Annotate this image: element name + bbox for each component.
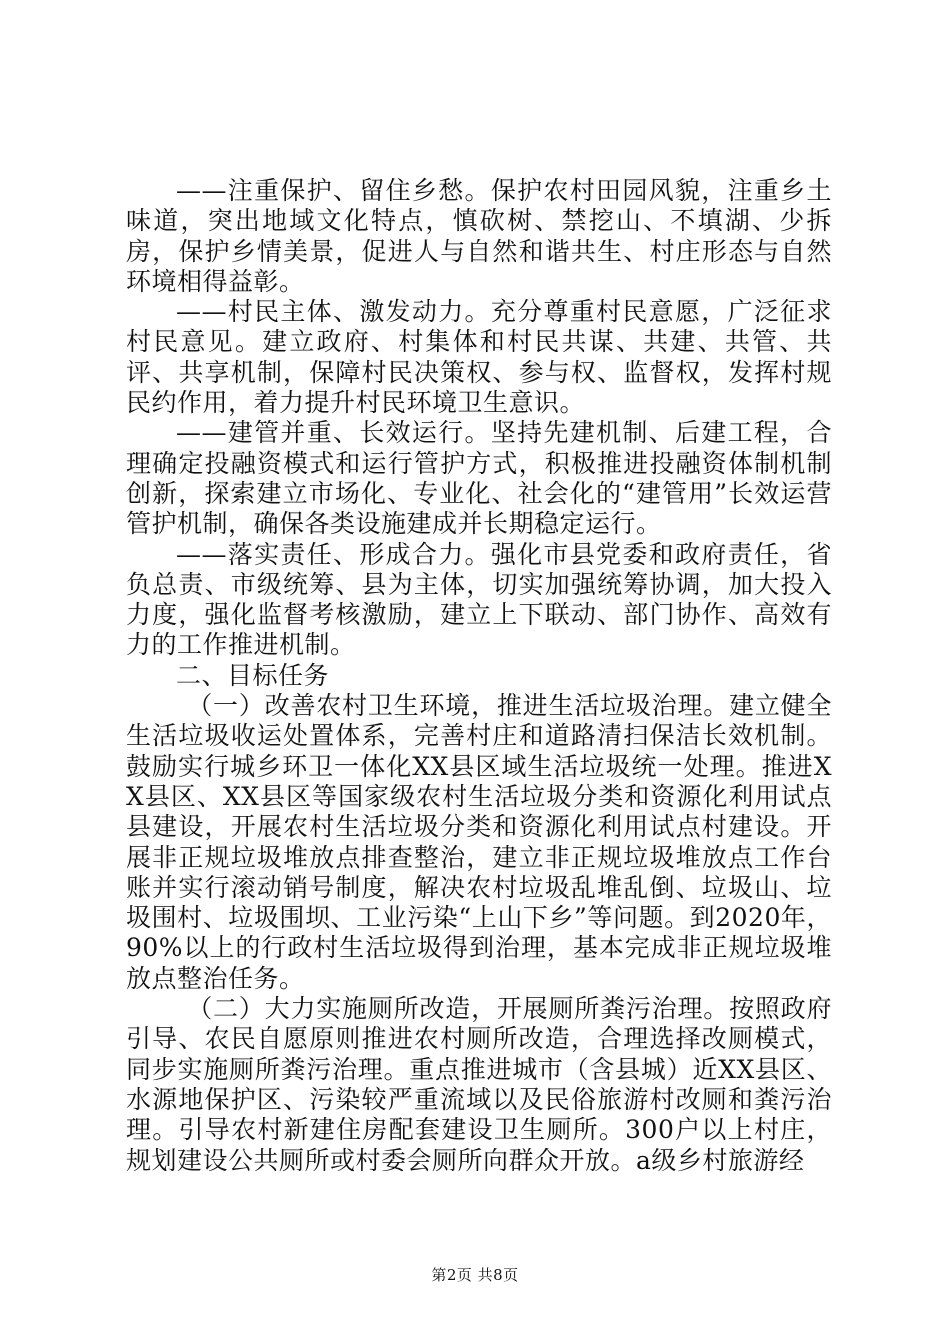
page-footer: 第2页 共8页: [431, 1266, 519, 1284]
section-heading-goals: 二、目标任务: [176, 660, 330, 690]
paragraph-protect-nostalgia: ——注重保护、留住乡愁。保护农村田园风貌，注重乡土味道，突出地域文化特点，慎砍树、禁挖山、不填湖、少拆房，保护乡情美景，促进人与自然和谐共生、村庄形态与自然环境相得益彰。: [126, 176, 832, 296]
paragraph-toilet-renovation: （二）大力实施厕所改造，开展厕所粪污治理。按照政府引导、农民自愿原则推进农村厕所改造，合理选择改厕模式，同步实施厕所粪污治理。重点推进城市（含县城）近XX县区、水源地保护区、污染较严重流域以及民俗旅游村改厕和粪污治理。引导农村新建住房配套建设卫生厕所。300户以上村庄，规划建设公共厕所或村委会厕所向群众开放。a级乡村旅游经: [126, 994, 832, 1175]
paragraph-garbage-governance: （一）改善农村卫生环境，推进生活垃圾治理。建立健全生活垃圾收运处置体系，完善村庄和道路清扫保洁长效机制。鼓励实行城乡环卫一体化XX县区域生活垃圾统一处理。推进XX县区、XX县区等国家级农村生活垃圾分类和资源化利用试点县建设，开展农村生活垃圾分类和资源化利用试点村建设。开展非正规垃圾堆放点排查整治，建立非正规垃圾堆放点工作台账并实行滚动销号制度，解决农村垃圾乱堆乱倒、垃圾山、垃圾围村、垃圾围坝、工业污染“上山下乡”等问题。到2020年，90%以上的行政村生活垃圾得到治理，基本完成非正规垃圾堆放点整治任务。: [126, 691, 832, 993]
paragraph-villager-subject: ——村民主体、激发动力。充分尊重村民意愿，广泛征求村民意见。建立政府、村集体和村民共谋、共建、共管、共评、共享机制，保障村民决策权、参与权、监督权，发挥村规民约作用，着力提升村民环境卫生意识。: [126, 297, 832, 418]
paragraph-build-and-manage: ——建管并重、长效运行。坚持先建机制、后建工程，合理确定投融资模式和运行管护方式，积极推进投融资体制机制创新，探索建立市场化、专业化、社会化的“建管用”长效运营管护机制，确保各类设施建成并长期稳定运行。: [126, 418, 832, 539]
paragraph-responsibility: ——落实责任、形成合力。强化市县党委和政府责任，省负总责、市级统筹、县为主体，切实加强统筹协调，加大投入力度，强化监督考核激励，建立上下联动、部门协作、高效有力的工作推进机制。: [126, 539, 832, 660]
document-body: [126, 176, 832, 1176]
